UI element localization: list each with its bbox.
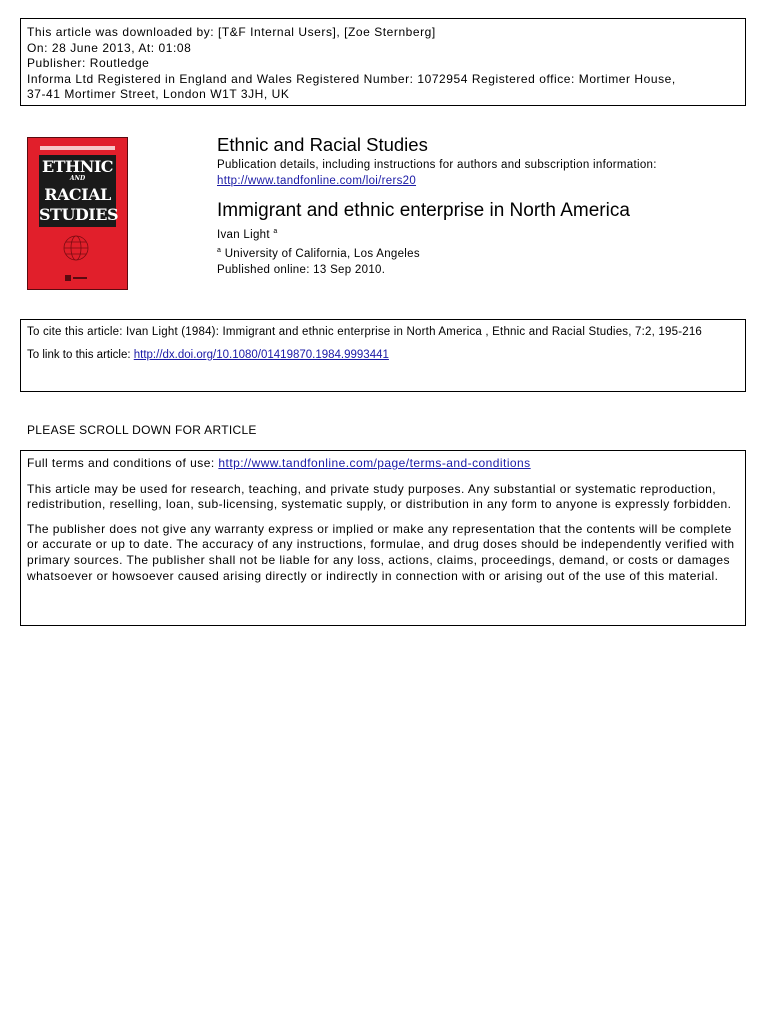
citation-box [20, 319, 746, 392]
publisher-logo-icon [65, 275, 87, 281]
article-link-line [27, 347, 739, 363]
published-date: Published online: 13 Sep 2010. [217, 264, 386, 276]
affiliation-superscript: a [217, 247, 222, 254]
registration-line: Informa Ltd Registered in England and Wales Registered Number: 1072954 Registered office: Mortimer House, [27, 71, 676, 86]
download-date-line: On: 28 June 2013, At: 01:08 [27, 40, 192, 55]
doi-link[interactable]: http://dx.doi.org/10.1080/01419870.1984.9993441 [133, 349, 389, 361]
journal-title: Ethnic and Racial Studies [217, 134, 428, 155]
usage-paragraph: This article may be used for research, teaching, and private study purposes. Any substantial or systematic reproduction, redistribution, reselling, loan, sub-licensing, systematic supply, or distribution in any form to anyone is expressly forbidden. [27, 481, 732, 512]
journal-cover-image [27, 137, 128, 290]
scroll-down-note: PLEASE SCROLL DOWN FOR ARTICLE [27, 423, 257, 437]
globe-icon [28, 138, 129, 291]
terms-box [20, 450, 746, 626]
download-line: This article was downloaded by: [T&F Internal Users], [Zoe Sternberg] [27, 25, 436, 39]
disclaimer-paragraph: The publisher does not give any warranty express or implied or make any representation that the contents will be complete or accurate or up to date. The accuracy of any instructions, formulae, and drug doses should be independently verified with primary sources. The publisher shall not be liable for any loss, actions, claims, proceedings, demand, or costs or damages whatsoever or howsoever caused arising directly or indirectly in connection with or arising out of the use of this material. [27, 521, 735, 583]
journal-link[interactable]: http://www.tandfonline.com/loi/rers20 [217, 175, 417, 187]
address-line: 37-41 Mortimer Street, London W1T 3JH, UK [27, 87, 290, 102]
publisher-line: Publisher: Routledge [27, 56, 150, 71]
cover-title-studies: STUDIES [39, 205, 119, 224]
terms-link[interactable]: http://www.tandfonline.com/page/terms-and-conditions [218, 456, 531, 470]
terms-line [27, 456, 739, 472]
cover-title-racial: RACIAL [44, 185, 111, 204]
article-link-label: To link to this article: [27, 349, 131, 361]
cover-title-ethnic: ETHNIC [41, 157, 114, 176]
terms-label: Full terms and conditions of use: [27, 456, 215, 470]
citation-text: To cite this article: Ivan Light (1984): Immigrant and ethnic enterprise in North America , Ethnic and Racial Studies, 7:2, 195-216 [27, 326, 703, 338]
author-line [217, 228, 278, 243]
affiliation-line [217, 247, 420, 262]
affiliation-name: University of California, Los Angeles [224, 248, 420, 260]
article-title: Immigrant and ethnic enterprise in North America [217, 200, 630, 221]
cover-title-and: AND [69, 175, 86, 182]
download-info-box [20, 18, 746, 106]
author-name: Ivan Light [217, 229, 270, 241]
author-superscript: a [273, 228, 278, 235]
publication-details: Publication details, including instructions for authors and subscription information: [217, 159, 657, 171]
